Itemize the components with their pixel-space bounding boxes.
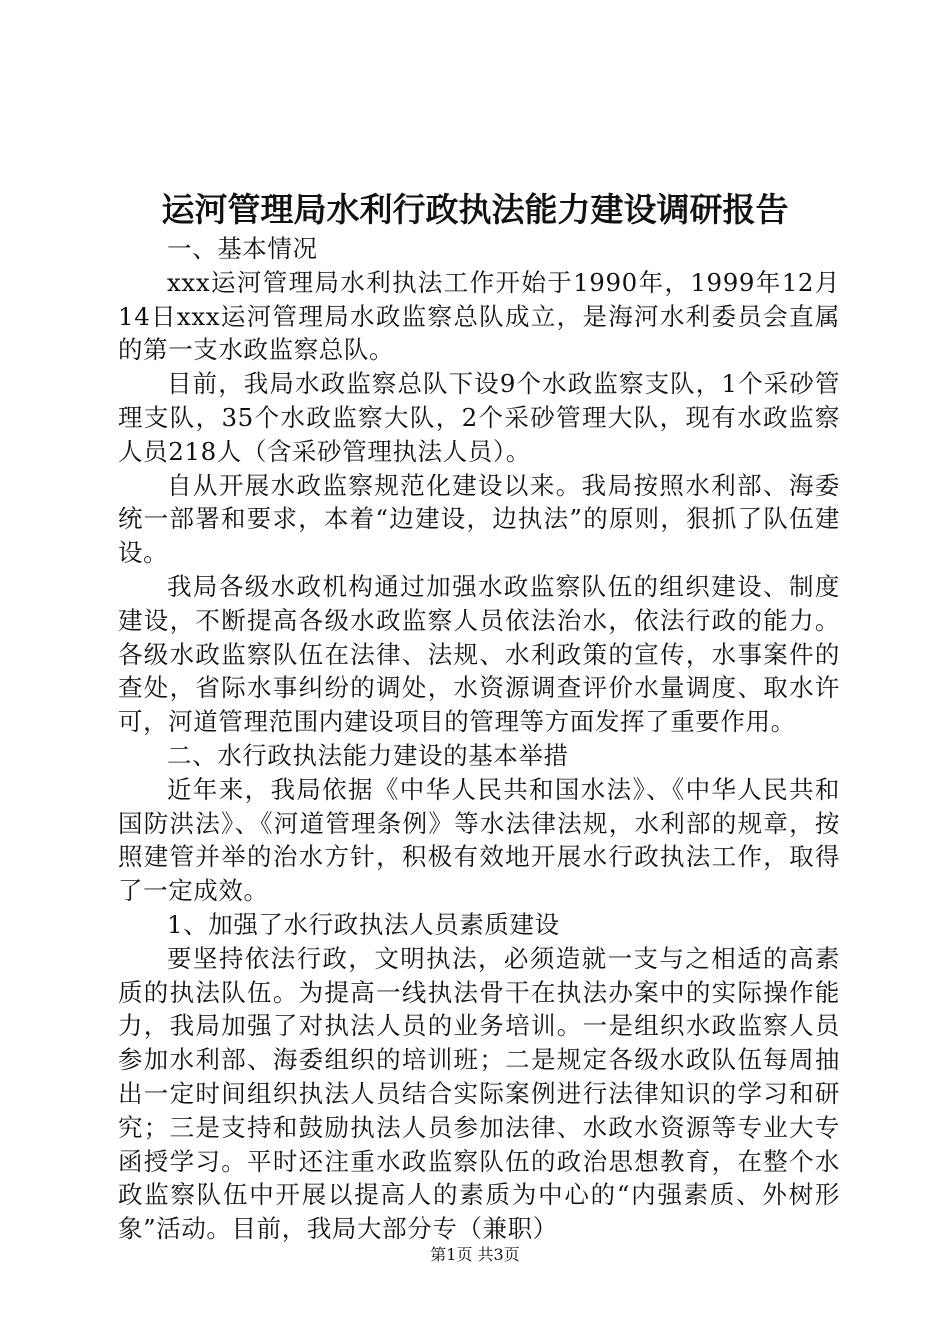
section-heading-basic-situation: 一、基本情况 <box>167 234 318 263</box>
subsection-heading-personnel-quality: 1、加强了水行政执法人员素质建设 <box>167 909 560 939</box>
document-title: 运河管理局水利行政执法能力建设调研报告 <box>161 190 789 229</box>
page-number-footer: 第1页 共3页 <box>430 1245 520 1264</box>
document-body <box>118 232 840 1246</box>
paragraph-history: xxx运河管理局水利执法工作开始于1990年，1999年12月14日xxx运河管理局水政监察总队成立，是海河水利委员会直属的第一支水政监察总队。 <box>118 267 840 365</box>
paragraph-training: 要坚持依法行政，文明执法，必须造就一支与之相适的高素质的执法队伍。为提高一线执法骨干在执法办案中的实际操作能力，我局加强了对执法人员的业务培训。一是组织水政监察人员参加水利部、海委组织的培训班；二是规定各级水政队伍每周抽出一定时间组织执法人员结合实际案例进行法律知识的学习和研究；三是支持和鼓励执法人员参加法律、水政水资源等专业大专函授学习。平时还注重水政监察队伍的政治思想教育，在整个水政监察队伍中开展以提高人的素质为中心的“内强素质、外树形象”活动。目前，我局大部分专（兼职） <box>118 943 840 1244</box>
paragraph-standardization: 自从开展水政监察规范化建设以来。我局按照水利部、海委统一部署和要求，本着“边建设，边执法”的原则，狠抓了队伍建设。 <box>118 470 840 568</box>
section-heading-measures: 二、水行政执法能力建设的基本举措 <box>167 740 569 770</box>
paragraph-legal-basis: 近年来，我局依据《中华人民共和国水法》、《中华人民共和国防洪法》、《河道管理条例》等水法律法规，水利部的规章，按照建管并举的治水方针，积极有效地开展水行政执法工作，取得了一定成效。 <box>118 774 840 906</box>
paragraph-capability: 我局各级水政机构通过加强水政监察队伍的组织建设、制度建设，不断提高各级水政监察人员依法治水，依法行政的能力。各级水政监察队伍在法律、法规、水利政策的宣传，水事案件的查处，省际水事纠纷的调处，水资源调查评价水量调度、取水许可，河道管理范围内建设项目的管理等方面发挥了重要作用。 <box>118 571 840 737</box>
paragraph-organization: 目前，我局水政监察总队下设9个水政监察支队，1个采砂管理支队，35个水政监察大队，2个采砂管理大队，现有水政监察人员218人（含采砂管理执法人员）。 <box>118 369 840 466</box>
